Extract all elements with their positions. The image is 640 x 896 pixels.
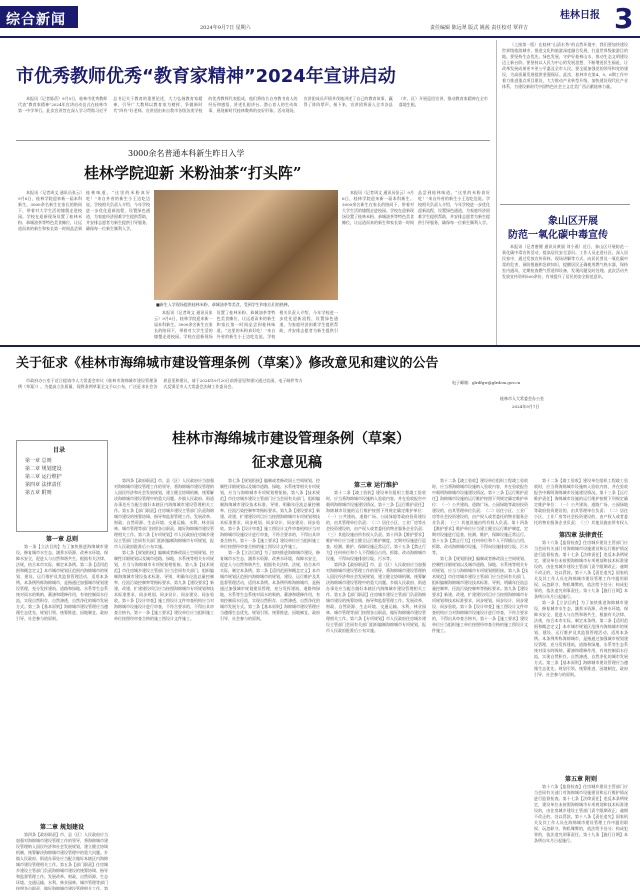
draft-paragraph: 第十二条【竣工验收】建设单位组织工程竣工验收时，应当将海绵城市设施纳入验收内容，并在验收报告中载明海绵城市设施建设情况。第十三条【运行维护责任】海绵城市设施的运行维护按照下列规定确定维护单位：（一）公共建筑、道路广场、公园绿地等政府投资建设的，由其管理单位负责；（二）居住小区、工业厂房等社会投资建设的，由产权人或者委托的物业服务企业负责；（三）其他设施由所有权人: [534, 478, 628, 525]
draft-col-2: [114, 478, 214, 890]
editors-line: 责任编辑 陈远翠 版式 姚茜 责任校对 覃祥吉: [430, 25, 528, 31]
draft-col-1b: [16, 832, 108, 890]
draft-col-5: [432, 478, 528, 890]
toc-item: 第一章 总则: [25, 458, 52, 464]
chapter-heading: 第四章 法律责任: [558, 532, 604, 539]
toc-box: [16, 440, 108, 532]
chapter-heading: 第一章 总则: [45, 536, 79, 543]
story2-body-left: [18, 190, 150, 340]
story3-headline: 象山区开展: [548, 216, 598, 227]
story2-photo: [154, 190, 338, 300]
draft-col-1: [16, 544, 108, 818]
toc-list: [25, 457, 62, 497]
draft-paragraph: 第七条【规划衔接】编制或者修改国土空间规划、控制性详细规划以及城市道路、绿地、水系统等相关专项规划，应当与海绵城市专项规划相衔接。第八条【技术规范】市住房城乡建设主管部门应当会同有关部门，组织编制海绵城市建设技术标准、导则，明确年径流总量控制率、径流污染控制率等指标要求。第九条【建设要求】新建、改建、扩建建设项目应当按照海绵城市专项规划和技术标准要求，同步规划、同步设计、同步建设、同步验收。第十条【设计审查】施工图设计文件审查机构应当对海绵城市设施设计进行审查，不符合要求的，不得出具审查合格书。第十一条【施工要求】建设单位应当组织施工单位按照经审查合格的施工图设计文件施工。: [432, 556, 528, 633]
right-column-body: [502, 42, 628, 200]
story3-headline-2: 防范一氧化碳中毒宣传: [508, 230, 608, 241]
draft-col-6c: [534, 784, 628, 890]
draft-paragraph: 第一条【立法目的】为了加快推进海绵城市建设，修复城市水生态、涵养水资源、改善水环境、保障水安全，促进人与自然和谐共生，根据有关法律、法规，结合本市实际，制定本条例。第二条【适用范围和概念定义】本市城市规划区范围内海绵城市的规划、建设、运行维护及其监督管理活动，适用本条例。本条例所称海绵城市，是指通过加强城市规划建设管理，充分发挥建筑、道路和绿地、水系等生态系统对雨水的吸纳、蓄渗和缓释作用，有效控制雨水径流，实现自然积存、自然渗透、自然净化的城市发展方式。第三条【基本原则】海绵城市建设管理应当遵循生态优先、规划引领、统筹推进、因地制宜、政府引导、社会参与的原则。: [220, 550, 320, 621]
column-divider: [496, 40, 497, 345]
draft-paragraph: 第四条【政府职责】市、县（区）人民政府应当加强对海绵城市建设管理工作的领导，将海绵城市建设管理纳入国民经济和社会发展规划，建立健全协调机制，统筹解决海绵城市建设管理中的重大问题。乡镇人民政府、街道办事处应当配合做好本辖区内海绵城市建设管理相关工作。第五条【部门职责】住房城乡建设主管部门负责海绵城市建设的统筹协调、指导和监督管理工作。发展改革、财政、自然资源、生态环境、交通运输、水利、林业园林、城市管理等部门按照各自职责，做好海绵城市建设管理相关工作。第: [16, 832, 108, 890]
divider: [16, 140, 490, 141]
notice-date: 2024年9月7日: [512, 404, 540, 409]
right-column-paragraph: （上接第一版）在桂林“山清水秀”的自然环境中，我们要加快建设世界级旅游城市，推进文化和旅游深度融合发展，打造世界级旅游目的地。要坚持生态优先、绿色发展，守护好桂林山水，推动生态文明建设迈上新台阶。要坚持以人民为中心的发展思想，不断增进民生福祉，让改革发展成果更多更公平惠及全市人民。要全面加强党的领导和党的建设，为高质量发展提供坚强保证。此次，桂林市在第4、5、6期工作中着力推进重点项目建设，大力推动产业转型升级，加快建设现代化产业体系，为建设新时代中国特色社会主义壮美广西贡献桂林力量。: [502, 42, 628, 89]
draft-paragraph: 第一条【立法目的】为了加快推进海绵城市建设，修复城市水生态、涵养水资源、改善水环境、保障水安全，促进人与自然和谐共生，根据有关法律、法规，结合本市实际，制定本条例。第二条【适用范围和概念定义】本市城市规划区范围内海绵城市的规划、建设、运行维护及其监督管理活动，适用本条例。本条例所称海绵城市，是指通过加强城市规划建设管理，充分发挥建筑、道路和绿地、水系等生态系统对雨水的吸纳、蓄渗和缓释作用，有效控制雨水径流，实现自然积存、自然渗透、自然净化的城市发展方式。第三条【基本原则】海绵城市建设管理应当遵循生态优先、规划引领、统筹推进、因地制宜、政府引导、社会参与的原则。: [534, 600, 628, 677]
chapter-heading: 第二章 规划建设: [39, 824, 85, 831]
story2-paragraph-cont: 本报讯（记者周文 通讯员张云）9月6日，桂林学院迎来新一届本科新生。3000余名新生在家长的陪同下，带着对大学生活的憧憬走进校园。学校在迎新现场设置了桂林米粉、恭城油茶等特色美食摊位，让远道而来的新生和家长第一时间品尝到桂林味道。“这里的米粉真好吃！”来自外省的新生小王边吃边说。学校相关负责人介绍，今年学校进一步优化迎新流程，设置绿色通道，为家庭经济困难学生提供帮助，并安排志愿者为新生提供引: [154, 310, 338, 339]
section-rule: [0, 345, 640, 347]
notice-paragraph: 市政府办公室于近日提请市人大常委会审议《桂林市海绵城市建设管理条例（草案）》。为提高立法质量，现将条例草案全文予以公布，广泛征求社会各界意见和建议。请于2024年9月20日前将意见和建议通过信函、电子邮件等方式反馈至市人大常委会法制工作委员会。: [18, 378, 303, 389]
lead-body: [18, 96, 488, 136]
draft-col-3: [220, 478, 320, 890]
chapter-heading: 第三章 运行维护: [353, 482, 399, 489]
story3-body: [502, 244, 628, 342]
notice-contact: 电子邮箱：glrdfgw@glrdcm.gov.cn: [452, 380, 521, 385]
section-title: 综合新闻: [6, 12, 66, 28]
story2-headline: 桂林学院迎新 米粉油茶“打头阵”: [84, 164, 302, 182]
draft-col-6b: [534, 540, 628, 770]
draft-subtitle: 征求意见稿: [252, 455, 322, 471]
toc-item: 第四章 法律责任: [25, 482, 62, 488]
photo-caption: ■新生入学现场提供桂林米粉、恭城油茶等美食，受到学生和家长们的热捧。: [156, 302, 292, 307]
draft-col-4: [326, 490, 426, 890]
draft-paragraph: 第七条【规划衔接】编制或者修改国土空间规划、控制性详细规划以及城市道路、绿地、水系统等相关专项规划，应当与海绵城市专项规划相衔接。第八条【技术规范】市住房城乡建设主管部门应当会同有关部门，组织编制海绵城市建设技术标准、导则，明确年径流总量控制率、径流污染控制率等指标要求。第九条【建设要求】新建、改建、扩建建设项目应当按照海绵城市专项规划和技术标准要求，同步规划、同步设计、同步建设、同步验收。第十条【设计审查】施工图设计文件审查机构应当对海绵城市设施设计进行审查，不符合要求的，不得出具审查合格书。第十一条【施工要求】建设单位应当组织施工单位按照经审查合格的施工图设计文件施工。: [220, 478, 320, 549]
issue-date: 2024年9月7日 星期六: [200, 25, 251, 31]
lead-headline: 市优秀教师优秀“教育家精神”2024年宣讲启动: [16, 66, 396, 87]
toc-item: 第三章 运行维护: [25, 474, 62, 480]
chapter-heading: 第五章 附则: [564, 776, 598, 783]
draft-col-6a: [534, 478, 628, 526]
paper-name: 桂林日报: [560, 10, 600, 21]
divider: [500, 204, 630, 205]
story2-body-right: [342, 190, 490, 340]
header-rule: [0, 36, 640, 38]
draft-paragraph: 第十六条【监督检查】住房城乡建设主管部门应当会同有关部门对海绵城市设施建设和运行维护情况进行监督检查。第十七条【法律责任】违反本条例规定，建设单位未按照海绵城市专项规划和技术标准建设的，由住房城乡建设主管部门责令限期改正；逾期不改正的，处以罚款。第十八条【责任追究】国家机关及其工作人员在海绵城市建设管理工作中滥用职权、玩忽职守、徇私舞弊的，依法给予处分；构成犯罪的，依法追究刑事责任。第十九条【施行日期】本条例自年月日起施行。: [534, 540, 628, 599]
page-header: [0, 0, 640, 40]
story2-paragraph: 本报讯（记者周文 通讯员张云）9月6日，桂林学院迎来新一届本科新生。3000余名新生在家长的陪同下，带着对大学生活的憧憬走进校园。学校在迎新现场设置了桂林米粉、恭城油茶等特色美食摊位，让远道而来的新生和家长第一时间品尝到桂林味道。“这里的米粉真好吃！”来自外省的新生小王边吃边说。学校相关负责人介绍，今年学校进一步优化迎新流程，设置绿色通道，为家庭经济困难学生提供帮助，并安排志愿者为新生提供引导服务，确保每一位新生顺利入学。: [18, 190, 150, 231]
story2-subtitle: 3000余名普通本科新生昨日入学: [128, 149, 245, 158]
draft-paragraph: 第十二条【竣工验收】建设单位组织工程竣工验收时，应当将海绵城市设施纳入验收内容，并在验收报告中载明海绵城市设施建设情况。第十三条【运行维护责任】海绵城市设施的运行维护按照下列规定确定维护单位：（一）公共建筑、道路广场、公园绿地等政府投资建设的，由其管理单位负责；（二）居住小区、工业厂房等社会投资建设的，由产权人或者委托的物业服务企业负责；（三）其他设施由所有权人负责。第十四条【维护要求】维护单位应当建立健全运行维护制度，定期对设施进行巡查、检测、维护，保障设施正常运行。第十五条【禁止行为】任何单位和个人不得擅自占用、拆除、改动海绵城市设施，不得向设施排放垃圾、污水等。: [432, 478, 528, 555]
story2-body-mid: [154, 310, 338, 340]
lead-paragraph: 本报讯（记者陈蓓）9月5日，桂林市优秀教师代表“教育家精神”2024年宣讲启动仪式在桂林市第一中学举行。此次宣讲旨在深入学习贯彻习近平总书记关于教育的重要论述，大力弘扬教育家精神，引导广大教师以教育家为榜样，争做新时代“四有”好老师。宣讲团由来自我市各级各类学校的优秀教师代表组成，他们将结合自身教书育人的经历和感悟，讲述扎根讲台、潜心育人的生动故事，展现新时代桂林教师的良好形象。活动现场，宣讲团成员声情并茂地讲述了自己的教育故事，赢得了阵阵掌声。接下来，宣讲团将深入全市各县（市、区）开展巡回宣讲，推动教育家精神在全市落地生根。: [18, 96, 488, 113]
draft-paragraph: 第七条【规划衔接】编制或者修改国土空间规划、控制性详细规划以及城市道路、绿地、水系统等相关专项规划，应当与海绵城市专项规划相衔接。第八条【技术规范】市住房城乡建设主管部门应当会同有关部门，组织编制海绵城市建设技术标准、导则，明确年径流总量控制率、径流污染控制率等指标要求。第九条【建设要求】新建、改建、扩建建设项目应当按照海绵城市专项规划和技术标准要求，同步规划、同步设计、同步建设、同步验收。第十条【设计审查】施工图设计文件审查机构应当对海绵城市设施设计进行审查，不符合要求的，不得出具审查合格书。第十一条【施工要求】建设单位应当组织施工单位按照经审查合格的施工图设计文件施工。: [114, 550, 214, 621]
notice-headline: 关于征求《桂林市海绵城市建设管理条例（草案）》修改意见和建议的公告: [16, 356, 439, 371]
toc-title: 目录: [53, 447, 66, 454]
toc-item: 第二章 规划建设: [25, 466, 62, 472]
notice-org: 桂林市人大常委会办公室: [500, 396, 544, 401]
story2-paragraph-end: 本报讯（记者周文 通讯员张云）9月6日，桂林学院迎来新一届本科新生。3000余名新生在家长的陪同下，带着对大学生活的憧憬走进校园。学校在迎新现场设置了桂林米粉、恭城油茶等特色美食摊位，让远道而来的新生和家长第一时间品尝到桂林味道。“这里的米粉真好吃！”来自外省的新生小王边吃边说。学校相关负责人介绍，今年学校进一步优化迎新流程，设置绿色通道，为家庭经济困难学生提供帮助，并安排志愿者为新生提供引导服务，确保每一位新生顺利入学。: [342, 190, 490, 225]
draft-paragraph: 第十六条【监督检查】住房城乡建设主管部门应当会同有关部门对海绵城市设施建设和运行维护情况进行监督检查。第十七条【法律责任】违反本条例规定，建设单位未按照海绵城市专项规划和技术标准建设的，由住房城乡建设主管部门责令限期改正；逾期不改正的，处以罚款。第十八条【责任追究】国家机关及其工作人员在海绵城市建设管理工作中滥用职权、玩忽职守、徇私舞弊的，依法给予处分；构成犯罪的，依法追究刑事责任。第十九条【施行日期】本条例自年月日起施行。: [534, 784, 628, 843]
story3-paragraph: 本报讯（记者唐健 通讯员黄丽 刘小燕）近日，象山区开展防范一氧化碳中毒宣传活动，提高居民安全意识。工作人员走进社区、深入居民家中，通过发放宣传资料、现场讲解等方式，向居民普及一氧化碳中毒的危害、预防措施和急救知识，提醒居民正确使用燃气热水器，保持室内通风，定期检查燃气管道和设备，发现问题及时处理。此次活动共发放宣传资料500余份，有效提升了居民的安全防范意识。: [502, 244, 628, 279]
draft-paragraph: 第四条【政府职责】市、县（区）人民政府应当加强对海绵城市建设管理工作的领导，将海绵城市建设管理纳入国民经济和社会发展规划，建立健全协调机制，统筹解决海绵城市建设管理中的重大问题。乡镇人民政府、街道办事处应当配合做好本辖区内海绵城市建设管理相关工作。第五条【部门职责】住房城乡建设主管部门负责海绵城市建设的统筹协调、指导和监督管理工作。发展改革、财政、自然资源、生态环境、交通运输、水利、林业园林、城市管理等部门按照各自职责，做好海绵城市建设管理相关工作。第六条【专项规划】市人民政府住房城乡建设主管部门会同有关部门组织编制海绵城市专项规划，报市人民政府批准后公布实施。: [114, 478, 214, 549]
draft-paragraph: 第一条【立法目的】为了加快推进海绵城市建设，修复城市水生态、涵养水资源、改善水环境、保障水安全，促进人与自然和谐共生，根据有关法律、法规，结合本市实际，制定本条例。第二条【适用范围和概念定义】本市城市规划区范围内海绵城市的规划、建设、运行维护及其监督管理活动，适用本条例。本条例所称海绵城市，是指通过加强城市规划建设管理，充分发挥建筑、道路和绿地、水系等生态系统对雨水的吸纳、蓄渗和缓释作用，有效控制雨水径流，实现自然积存、自然渗透、自然净化的城市发展方式。第三条【基本原则】海绵城市建设管理应当遵循生态优先、规划引领、统筹推进、因地制宜、政府引导、社会参与的原则。: [16, 544, 108, 621]
draft-paragraph: 第十二条【竣工验收】建设单位组织工程竣工验收时，应当将海绵城市设施纳入验收内容，并在验收报告中载明海绵城市设施建设情况。第十三条【运行维护责任】海绵城市设施的运行维护按照下列规定确定维护单位：（一）公共建筑、道路广场、公园绿地等政府投资建设的，由其管理单位负责；（二）居住小区、工业厂房等社会投资建设的，由产权人或者委托的物业服务企业负责；（三）其他设施由所有权人负责。第十四条【维护要求】维护单位应当建立健全运行维护制度，定期对设施进行巡查、检测、维护，保障设施正常运行。第十五条【禁止行为】任何单位和个人不得擅自占用、拆除、改动海绵城市设施，不得向设施排放垃圾、污水等。: [326, 490, 426, 561]
toc-item: 第五章 附则: [25, 490, 52, 496]
draft-title: 桂林市海绵城市建设管理条例（草案）: [172, 431, 410, 447]
page-number: 3: [614, 2, 634, 35]
draft-paragraph: 第四条【政府职责】市、县（区）人民政府应当加强对海绵城市建设管理工作的领导，将海绵城市建设管理纳入国民经济和社会发展规划，建立健全协调机制，统筹解决海绵城市建设管理中的重大问题。乡镇人民政府、街道办事处应当配合做好本辖区内海绵城市建设管理相关工作。第五条【部门职责】住房城乡建设主管部门负责海绵城市建设的统筹协调、指导和监督管理工作。发展改革、财政、自然资源、生态环境、交通运输、水利、林业园林、城市管理等部门按照各自职责，做好海绵城市建设管理相关工作。第六条【专项规划】市人民政府住房城乡建设主管部门会同有关部门组织编制海绵城市专项规划，报市人民政府批准后公布实施。: [326, 562, 426, 633]
notice-body: [18, 378, 448, 414]
